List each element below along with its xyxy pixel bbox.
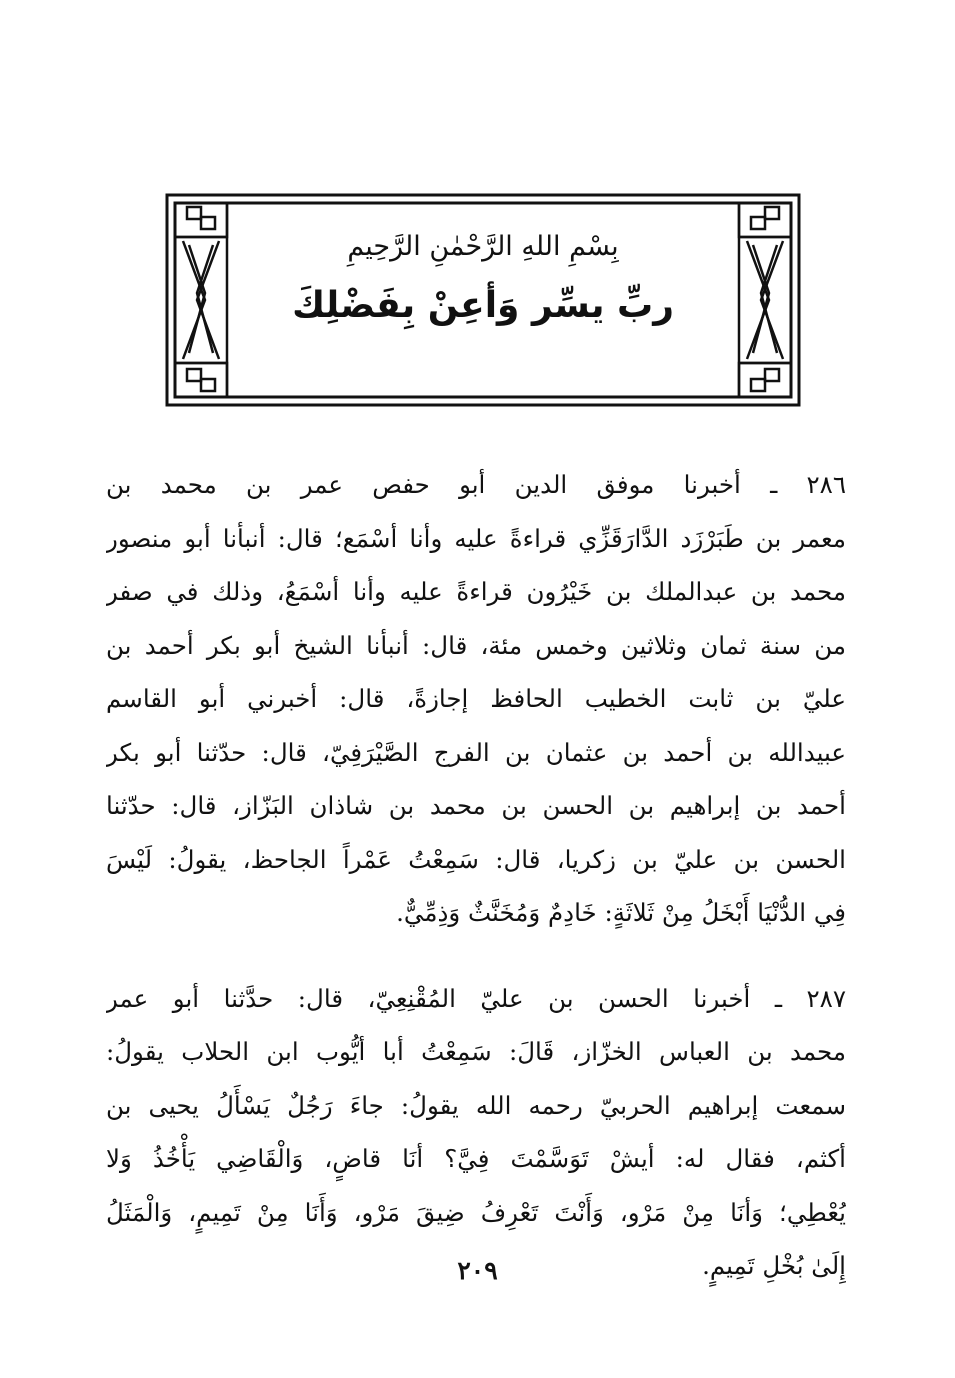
paragraph-gap bbox=[106, 940, 846, 972]
text-line: ٢٨٧ ـ أخبرنا الحسن بن عليّ المُقْنِعِيّ، قال: حدَّثنا أبو عمر bbox=[106, 983, 846, 1013]
main-text bbox=[106, 458, 846, 1293]
text-line: إِلَىٰ بُخْلِ تَمِيمٍ. bbox=[702, 1251, 846, 1280]
text-line: ٢٨٦ ـ أخبرنا موفق الدين أبو حفص عمر بن محمد بن bbox=[106, 470, 846, 499]
text-line: يُعْطِي؛ وَأنَا مِنْ مَرْو، وَأَنْتَ تَعْرِفُ ضِيقَ مَرْو، وَأَنَا مِنْ تَمِيمٍ، وَالْمَثَلُ bbox=[106, 1197, 846, 1227]
text-line: أكثم، فقال له: أيشْ تَوَسَّمْتَ فِيَّ؟ أنَا قاضٍ، وَالْقَاضِي يَأْخُذُ وَلا bbox=[106, 1144, 846, 1173]
text-line: محمد بن عبدالملك بن خَيْرُون قراءةً عليه وأنا أسْمَعُ، وذلك في صفر bbox=[106, 577, 846, 606]
text-line: عليّ بن ثابت الخطيب الحافظ إجازةً، قال: أخبرني أبو القاسم bbox=[106, 684, 846, 713]
text-line: سمعت إبراهيم الحربيّ رحمه الله يقولُ: جاءَ رَجُلٌ يَسْأَلُ يحيى بن bbox=[106, 1090, 846, 1120]
entry-286 bbox=[106, 458, 846, 940]
text-line: عبيدالله بن أحمد بن عثمان بن الفرج الصَّيْرَفِيّ، قال: حدّثنا أبو بكر bbox=[106, 737, 846, 767]
page-number: ٢٠٩ bbox=[457, 1256, 498, 1285]
basmala-heading: بِسْمِ اللهِ الرَّحْمٰنِ الرَّحِيمِ bbox=[347, 231, 619, 262]
text-line: الحسن بن عليّ بن زكريا، قال: سَمِعْتُ عَمْراً الجاحظ، يقولُ: لَيْسَ bbox=[106, 844, 846, 874]
text-line: من سنة ثمان وثلاثين وخمس مئة، قال: أنبأنا الشيخ أبو بكر أحمد بن bbox=[106, 630, 846, 660]
text-line: معمر بن طَبَرْزَد الدَّارَقَزِّي قراءةً عليه وأنا أسْمَع؛ قال: أنبأنا أبو منصور bbox=[106, 523, 846, 553]
text-line: أحمد بن إبراهيم بن الحسن بن محمد بن شاذان البَزّاز، قال: حدّثنا bbox=[106, 791, 846, 820]
title-frame bbox=[165, 193, 801, 407]
text-line: فِي الدُّنْيَا أَبْخَلُ مِنْ ثَلاثَةٍ: خَادِمٌ وَمُخَنَّثٌ وَذِمِّيٌّ. bbox=[396, 898, 846, 927]
invocation-title: ربِّ يسِّر وَأعِنْ بِفَضْلِكَ bbox=[292, 285, 674, 326]
entry-287 bbox=[106, 972, 846, 1293]
text-line: محمد بن العباس الخزّاز، قَالَ: سَمِعْتُ أبا أيُّوب ابن الحلاب يقولُ: bbox=[106, 1037, 846, 1066]
